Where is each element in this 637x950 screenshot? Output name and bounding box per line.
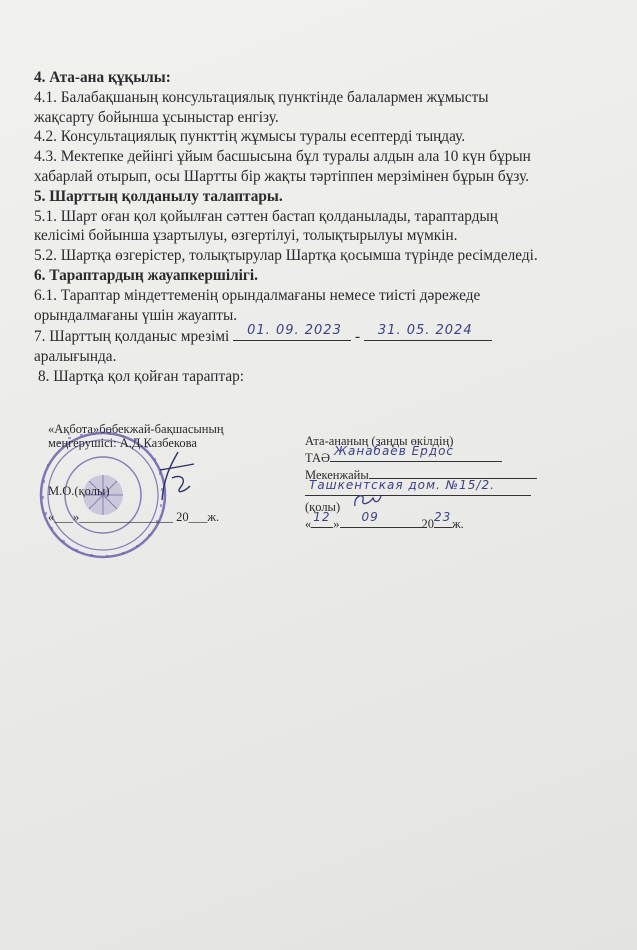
parent-year-field [434,510,452,528]
term-suffix: аралығында. [34,348,117,366]
head-signature [150,448,200,508]
parent-date-open: « [305,517,312,531]
section-8-heading: 8. Шартқа қол қойған тараптар: [38,367,245,385]
parent-name-line [305,444,565,466]
parent-address-value-line [305,478,565,500]
parent-year-value: 23 [434,510,452,524]
date-from-field [233,325,351,341]
date-dash: - [354,328,361,346]
section-5-heading: 5. Шарттың қолданылу талаптары. [34,187,283,205]
parent-date-mid: » [333,517,340,531]
date-to-field [364,325,492,341]
kindergarten-date-suffix: ___ж. [188,510,220,524]
section-7-term [34,325,624,347]
section-4-line: жақсарту бойынша ұсыныстар енгізу. [34,108,279,126]
parent-address-label: Мекенжайы [305,468,369,482]
section-4-line: 4.1. Балабақшаның консультациялық пунктінде балалармен жұмысты [34,88,489,106]
contract-text [34,68,624,387]
parent-name-label: ТАӘ [305,451,331,465]
parent-signature [349,490,385,512]
parent-month-field [340,510,422,528]
kindergarten-date-line [48,510,268,524]
section-4-line: 4.2. Консультациялық пункттің жұмысы туралы есептерді тыңдау. [34,128,466,146]
parent-month-value: 09 [361,510,379,524]
parent-party-block [305,434,565,532]
parent-title: Ата-ананың (заңды өкілдің) [305,434,454,448]
seal-signature-label: М.О.(қолы) [48,484,110,498]
kindergarten-name: «Ақбота»бөбекжай-бақшасының [48,422,224,436]
section-6-line: орындалмағаны үшін жауапты. [34,306,238,324]
parent-day-value: 12 [313,510,331,524]
section-4-line: хабарлай отырып, осы Шартты бір жақты тәртіппен мерзімінен бұрын бұзу. [34,167,530,185]
term-prefix: 7. Шарттың қолданыс мрезімі [34,328,230,346]
parent-name-field [330,444,502,462]
section-4-heading: 4. Ата-ана құқылы: [34,69,171,86]
parent-date-line [305,510,565,532]
parent-day-field [311,510,333,528]
section-5-line: келісімі бойынша ұзартылуы, өзгертілуі, толықтырылуы мүмкін. [34,227,458,245]
date-from-value: 01. 09. 2023 [247,323,342,339]
section-4-line: 4.3. Мектепке дейінгі ұйым басшысына бұл туралы алдын ала 10 күн бұрын [34,148,531,166]
kindergarten-date-prefix: «___»_______________ 20 [48,510,189,524]
parent-address-value: Ташкентская дом. №15/2. [309,478,495,492]
date-to-value: 31. 05. 2024 [377,323,473,339]
parent-year-prefix: 20 [421,517,434,531]
section-6-heading: 6. Тараптардың жауапкершілігі. [34,266,258,284]
section-5-line: 5.1. Шарт оған қол қойылған сәттен бастап қолданылады, тараптардың [34,207,498,225]
parent-sign-label: (қолы) [305,500,341,514]
section-6-line: 6.1. Тараптар міндеттеменің орындалмағаны немесе тиісті дәрежеде [34,286,481,304]
parent-address-field [305,478,531,496]
parent-date-suffix: ж. [452,517,464,531]
kindergarten-head: меңгерушісі: А.Д.Казбекова [48,436,197,450]
section-5-line: 5.2. Шартқа өзгерістер, толықтырулар Шартқа қосымша түрінде ресімделеді. [34,247,538,265]
parent-name-value: Жанабаев Ердос [334,444,455,458]
